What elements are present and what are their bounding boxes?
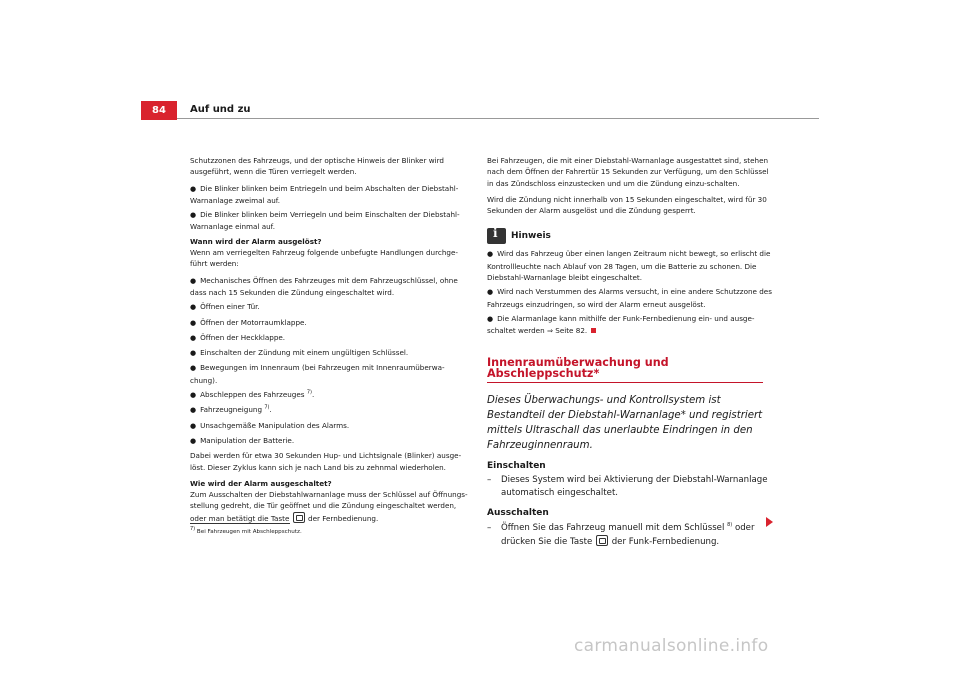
step-text-b: oder drücken Sie die Taste [501,522,755,547]
step-text [501,522,772,549]
footnote-text: Bei Fahrzeugen mit Abschleppschutz. [196,529,302,535]
note-item: ● Wird das Fahrzeug über einen langen Zeitraum nicht bewegt, so erlischt die Kontrollleuchte nach Ablauf von 28 Tagen, um die Batterie zu schonen. Die Diebstahl-Warnanlage bleibt eingeschaltet. [487,248,772,283]
footnote-ref[interactable]: 7) [306,389,312,396]
list-item: ● Mechanisches Öffnen des Fahrzeuges mit dem Fahrzeugschlüssel, ohne dass nach 15 Sekunden die Zündung eingeschaltet wird. [190,275,468,299]
section-end-marker [591,328,596,333]
footnote-ref[interactable]: 7) [264,404,270,411]
note-item-text: Die Alarmanlage kann mithilfe der Funk-Fernbedienung ein- und ausge-schaltet werden ⇒ Seite 82. [487,313,755,336]
list-item-text: Fahrzeugneigung [200,405,263,415]
left-column [190,155,468,529]
driver-door-paragraph: Bei Fahrzeugen, die mit einer Diebstahl-Warnanlage ausgestattet sind, stehen nach dem Öffnen der Fahrertür 15 Sekunden zur Verfügung, um den Schlüssel in das Zündschloss einzustecken und um die Zündung einzu-schalten. [487,156,769,188]
intro-paragraph: Schutzzonen des Fahrzeugs, und der optische Hinweis der Blinker wird ausgeführt, wenn die Türen verriegelt werden. [190,156,444,177]
subheading-ausschalten: Ausschalten [487,508,549,519]
footnote-ref[interactable]: 8) [727,521,733,528]
list-item: ● Öffnen der Motorraumklappe. [190,317,468,329]
list-item: ● Die Blinker blinken beim Entriegeln und beim Abschalten der Diebstahl-Warnanlage zweimal auf. [190,183,468,207]
list-item: ● Unsachgemäße Manipulation des Alarms. [190,420,468,432]
section-intro: Dieses Überwachungs- und Kontrollsystem ist Bestandteil der Diebstahl-Warnanlage* und registriert mittels Ultraschall das unerlaubte Eindringen in den Fahrzeuginnenraum. [487,395,763,452]
list-item: ● Abschleppen des Fahrzeuges $^{7)}$. [190,389,468,401]
list-item: ● Fahrzeugneigung $^{7)}$. [190,404,468,416]
subheading-alarm-off: Wie wird der Alarm ausgeschaltet? [190,478,332,488]
remote-unlock-key-icon [596,535,608,546]
info-icon [487,228,506,244]
list-item: ● Öffnen einer Tür. [190,301,468,313]
page-number-badge: 84 [141,101,177,120]
chapter-title: Auf und zu [190,104,251,115]
note-header [487,228,772,244]
step-text: Dieses System wird bei Aktivierung der Diebstahl-Warnanlage automatisch eingeschaltet. [501,475,768,499]
alarm-duration-paragraph: Dabei werden für etwa 30 Sekunden Hup- und Lichtsignale (Blinker) ausge-löst. Dieser Zyklus kann sich je nach Land bis zu zehnmal wiederholen. [190,451,462,472]
list-item: ● Die Blinker blinken beim Verriegeln und beim Einschalten der Diebstahl-Warnanlage einmal auf. [190,209,468,233]
right-column [487,155,772,551]
subheading-alarm-triggered: Wann wird der Alarm ausgelöst? [190,236,322,246]
list-item-text: Abschleppen des Fahrzeuges [200,390,305,400]
subheading-einschalten: Einschalten [487,461,546,472]
list-item: ● Öffnen der Heckklappe. [190,332,468,344]
footnote-mark: 7) [190,526,196,533]
header-divider [177,118,819,119]
continue-arrow-icon [766,517,773,527]
list-item: ● Bewegungen im Innenraum (bei Fahrzeugen mit Innenraumüberwa-chung). [190,362,468,386]
step-item [487,474,772,500]
alarm-off-paragraph [190,489,468,524]
list-item: ● Einschalten der Zündung mit einem ungültigen Schlüssel. [190,347,468,359]
step-dash: – [487,522,492,533]
section-title: Innenraumüberwachung und Abschleppschutz* [487,357,763,384]
step-item [487,522,772,549]
list-item: ● Manipulation der Batterie. [190,435,468,447]
footnote [190,526,302,535]
step-text-a: Öffnen Sie das Fahrzeug manuell mit dem Schlüssel [501,522,725,533]
footnote-divider [190,523,290,524]
ignition-paragraph: Wird die Zündung nicht innerhalb von 15 Sekunden eingeschaltet, wird für 30 Sekunden der Alarm ausgelöst und die Zündung gesperrt. [487,194,767,216]
alarm-trigger-intro: Wenn am verriegelten Fahrzeug folgende unbefugte Handlungen durchge-führt werden: [190,248,458,269]
remote-unlock-key-icon [293,512,305,523]
alarm-off-text-b: der Fernbedienung. [308,513,379,523]
watermark: carmanualsonline.info [574,636,769,656]
alarm-off-text-a: Zum Ausschalten der Diebstahlwarnanlage muss der Schlüssel auf Öffnungs-stellung gedreht, die Tür geöffnet und die Zündung eingeschaltet werden, oder man betätigt die Taste [190,490,468,523]
step-dash: – [487,475,492,486]
note-item [487,313,772,337]
note-item: ● Wird nach Verstummen des Alarms versucht, in eine andere Schutzzone des Fahrzeugs einzudringen, so wird der Alarm erneut ausgelöst. [487,286,772,310]
step-text-c: der Funk-Fernbedienung. [611,536,720,547]
note-label: Hinweis [511,230,551,241]
